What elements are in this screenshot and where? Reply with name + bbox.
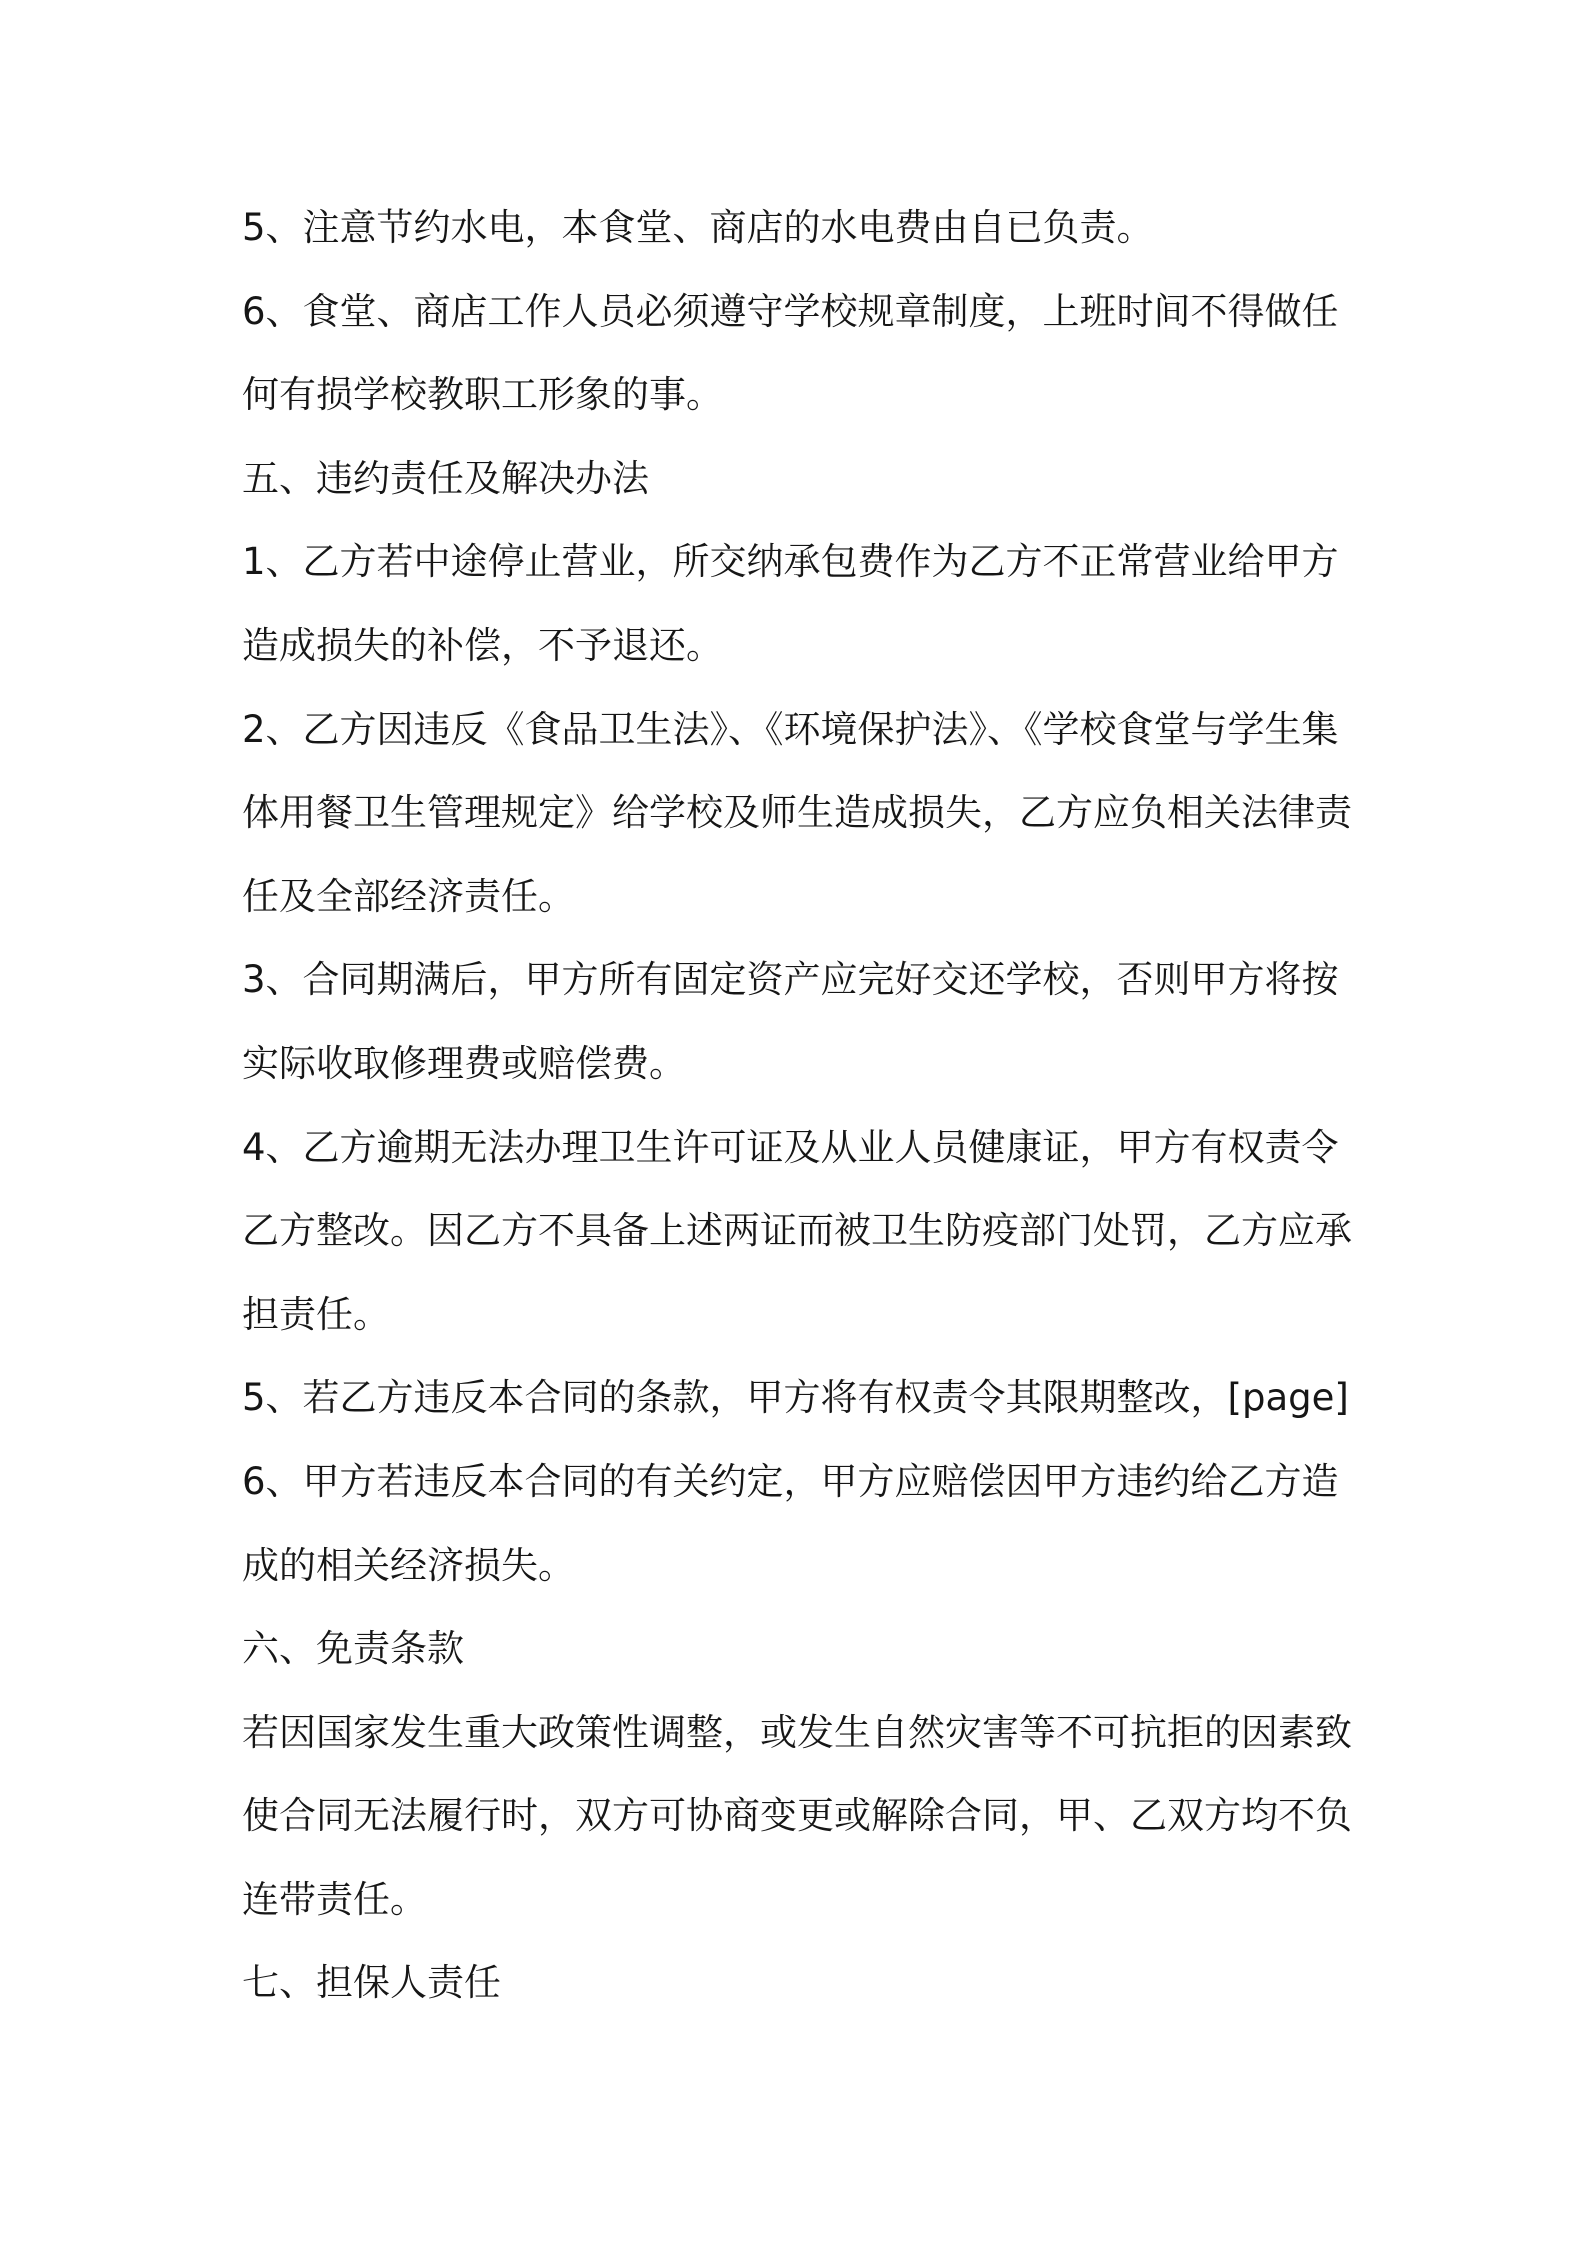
clause-line: 使合同无法履行时，双方可协商变更或解除合同，甲、乙双方均不负 — [242, 1794, 1352, 1838]
clause-line: 成的相关经济损失。 — [242, 1543, 575, 1587]
clause-line: 6、甲方若违反本合同的有关约定，甲方应赔偿因甲方违约给乙方造 — [242, 1459, 1339, 1503]
clause-line: 4、乙方逾期无法办理卫生许可证及从业人员健康证，甲方有权责令 — [242, 1125, 1339, 1169]
section-heading: 七、担保人责任 — [242, 1961, 501, 2005]
clause-line: 1、乙方若中途停止营业，所交纳承包费作为乙方不正常营业给甲方 — [242, 540, 1339, 584]
clause-line: 乙方整改。因乙方不具备上述两证而被卫生防疫部门处罚，乙方应承 — [242, 1209, 1352, 1253]
clause-item — [242, 688, 1366, 939]
clause-item — [242, 1356, 1366, 1440]
clause-item — [242, 1440, 1366, 1607]
clause-item — [242, 520, 1366, 687]
clause-item — [242, 938, 1366, 1105]
clause-line: 若因国家发生重大政策性调整，或发生自然灾害等不可抗拒的因素致 — [242, 1710, 1352, 1754]
clause-line: 造成损失的补偿，不予退还。 — [242, 623, 723, 667]
section-heading: 五、违约责任及解决办法 — [242, 456, 649, 500]
section-exemption — [242, 1607, 1366, 1941]
clause-line: 3、合同期满后，甲方所有固定资产应完好交还学校，否则甲方将按 — [242, 958, 1339, 1002]
clause-line: 实际收取修理费或赔偿费。 — [242, 1041, 686, 1085]
clause-line: 5、若乙方违反本合同的条款，甲方将有权责令其限期整改，[page] — [242, 1376, 1349, 1420]
clause-item — [242, 1106, 1366, 1357]
section-guarantor-liability — [242, 1941, 1366, 2025]
clause-line: 体用餐卫生管理规定》给学校及师生造成损失，乙方应负相关法律责 — [242, 791, 1352, 835]
clause-item — [242, 270, 1366, 437]
clause-line: 5、注意节约水电，本食堂、商店的水电费由自已负责。 — [242, 206, 1154, 249]
clause-item — [242, 1691, 1366, 1942]
clause-line: 何有损学校教职工形象的事。 — [242, 373, 723, 417]
clause-line: 连带责任。 — [242, 1877, 427, 1921]
clause-line: 6、食堂、商店工作人员必须遵守学校规章制度，上班时间不得做任 — [242, 289, 1339, 333]
document-body — [242, 186, 1366, 2025]
section-breach-liability — [242, 437, 1366, 1607]
section-heading: 六、免责条款 — [242, 1627, 464, 1671]
clause-line: 担责任。 — [242, 1292, 390, 1336]
clause-line: 任及全部经济责任。 — [242, 874, 575, 918]
clause-item — [242, 186, 1366, 270]
clause-line: 2、乙方因违反《食品卫生法》、《环境保护法》、《学校食堂与学生集 — [242, 707, 1339, 751]
